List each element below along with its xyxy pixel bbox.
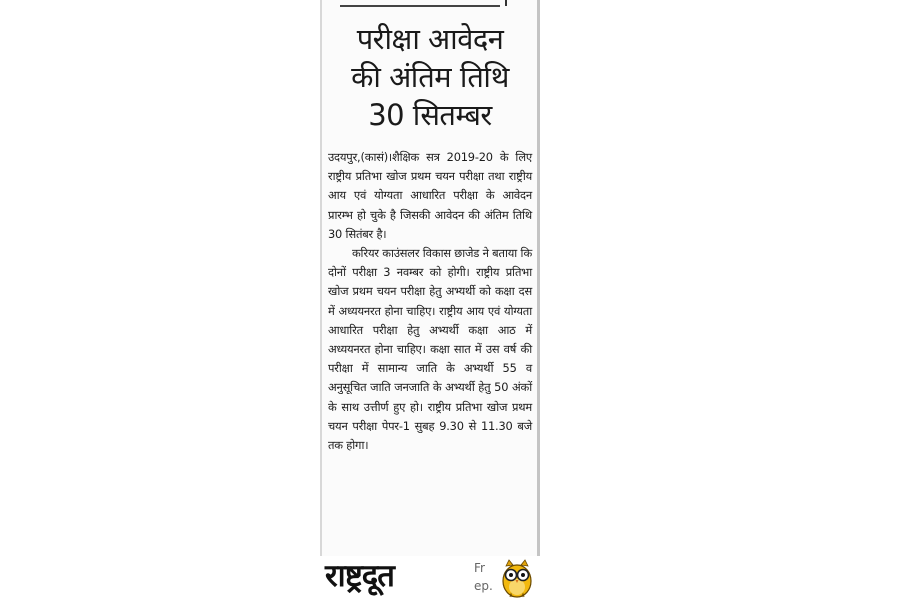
top-rule-divider (340, 0, 500, 7)
article-paragraph-1: उदयपुर,(कासं)।शैक्षिक सत्र 2019-20 के लिए राष्ट्रीय प्रतिभा खोज प्रथम चयन परीक्षा तथा राष्ट्रीय आय एवं योग्यता आधारित परीक्षा के आवेदन प्रारम्भ हो चुके है जिसकी आवेदन की अंतिम तिथि 30 सितंबर है। (328, 150, 532, 241)
article-paragraph-2: करियर काउंसलर विकास छाजेड ने बताया कि दोनों परीक्षा 3 नवम्बर को होगी। राष्ट्रीय प्रतिभा खोज प्रथम चयन परीक्षा हेतु अभ्यर्थी को कक्षा दस में अध्ययनरत होना चाहिए। राष्ट्रीय आय एवं योग्यता आधारित परीक्षा हेतु अभ्यर्थी कक्षा आठ में अध्ययनरत होना चाहिए। कक्षा सात में उस वर्ष की परीक्षा में सामान्य जाति के अभ्यर्थी 55 व अनुसूचित जाति जनजाति के अभ्यर्थी हेतु 50 अंकों के साथ उत्तीर्ण हुए हो। राष्ट्रीय प्रतिभा खोज प्रथम चयन परीक्षा पेपर-1 सुबह 9.30 से 11.30 बजे तक होगा। (328, 246, 532, 453)
article-body (328, 148, 532, 455)
newspaper-logo: राष्ट्रदूत (325, 558, 394, 594)
article-headline (322, 20, 538, 134)
footer-side-text-line-2: ep. (474, 579, 493, 593)
headline-line-2: की अंतिम तिथि (351, 60, 509, 94)
top-rule-tick (505, 0, 507, 6)
headline-line-1: परीक्षा आवेदन (356, 22, 504, 56)
owl-mascot-icon (498, 556, 536, 600)
headline-line-3: 30 सितम्बर (368, 98, 492, 132)
footer-side-text (474, 559, 496, 595)
footer-side-text-line-1: Fr (474, 561, 485, 575)
